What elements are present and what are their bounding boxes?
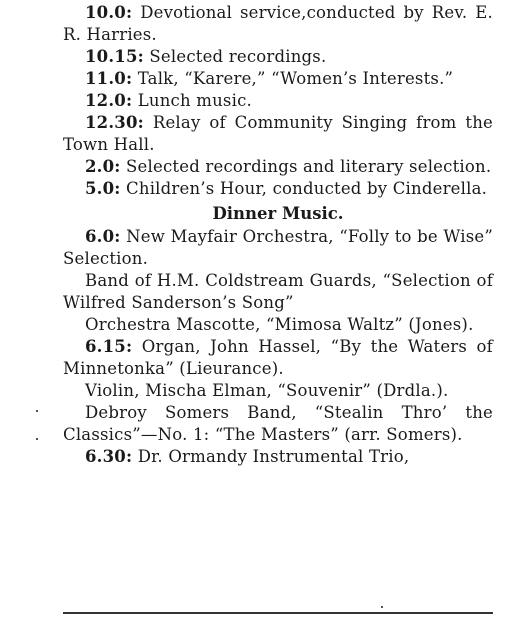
entry-text: Band of H.M. Coldstream Guards, “Selection of Wilfred Sanderson’s Song” bbox=[63, 271, 493, 312]
programme-entry bbox=[63, 2, 493, 46]
entry-text: Organ, John Hassel, “By the Waters of Minnetonka” (Lieurance). bbox=[63, 337, 493, 378]
entry-text: Debroy Somers Band, “Stealin Thro’ the Classics”—No. 1: “The Masters” (arr. Somers). bbox=[63, 403, 493, 444]
programme-entry bbox=[63, 226, 493, 270]
entry-time: 6.0: bbox=[85, 227, 121, 246]
bottom-rule bbox=[63, 612, 493, 614]
entry-time: 10.0: bbox=[85, 3, 133, 22]
radio-programme-column bbox=[63, 2, 493, 468]
entry-time: 12.30: bbox=[85, 113, 144, 132]
entry-time: 10.15: bbox=[85, 47, 144, 66]
entry-text: Violin, Mischa Elman, “Souvenir” (Drdla.). bbox=[85, 381, 449, 400]
print-speck bbox=[381, 606, 383, 608]
programme-entry bbox=[63, 446, 493, 468]
entry-time: 11.0: bbox=[85, 69, 133, 88]
entry-time: 2.0: bbox=[85, 157, 121, 176]
programme-entry bbox=[63, 402, 493, 446]
entry-text: Orchestra Mascotte, “Mimosa Waltz” (Jones). bbox=[85, 315, 474, 334]
entry-text: Talk, “Karere,” “Women’s Interests.” bbox=[132, 69, 454, 88]
entry-text: Lunch music. bbox=[132, 91, 252, 110]
entry-time: 5.0: bbox=[85, 179, 121, 198]
entry-time: 6.15: bbox=[85, 337, 133, 356]
programme-entry bbox=[63, 178, 493, 200]
entry-time: 12.0: bbox=[85, 91, 133, 110]
programme-entry bbox=[63, 68, 493, 90]
entry-text: Selected recordings. bbox=[143, 47, 327, 66]
print-speck bbox=[36, 410, 38, 412]
entry-time: 6.30: bbox=[85, 447, 133, 466]
entry-text: Selected recordings and literary selection. bbox=[120, 157, 492, 176]
entry-text: Children’s Hour, conducted by Cinderella. bbox=[120, 179, 488, 198]
programme-entry bbox=[63, 380, 493, 402]
programme-entry bbox=[63, 336, 493, 380]
programme-entry bbox=[63, 270, 493, 314]
entry-text: Dr. Ormandy Instrumental Trio, bbox=[132, 447, 410, 466]
programme-entry bbox=[63, 46, 493, 68]
section-heading: Dinner Music. bbox=[212, 204, 344, 223]
programme-entry bbox=[63, 314, 493, 336]
entry-text: Devotional service,conducted by Rev. E. R. Harries. bbox=[63, 3, 493, 44]
programme-entry bbox=[63, 156, 493, 178]
programme-entry bbox=[63, 90, 493, 112]
entry-text: Relay of Community Singing from the Town Hall. bbox=[63, 113, 493, 154]
programme-entry bbox=[63, 112, 493, 156]
entry-text: New Mayfair Orchestra, “Folly to be Wise” Selection. bbox=[63, 227, 493, 268]
print-speck bbox=[36, 438, 38, 440]
